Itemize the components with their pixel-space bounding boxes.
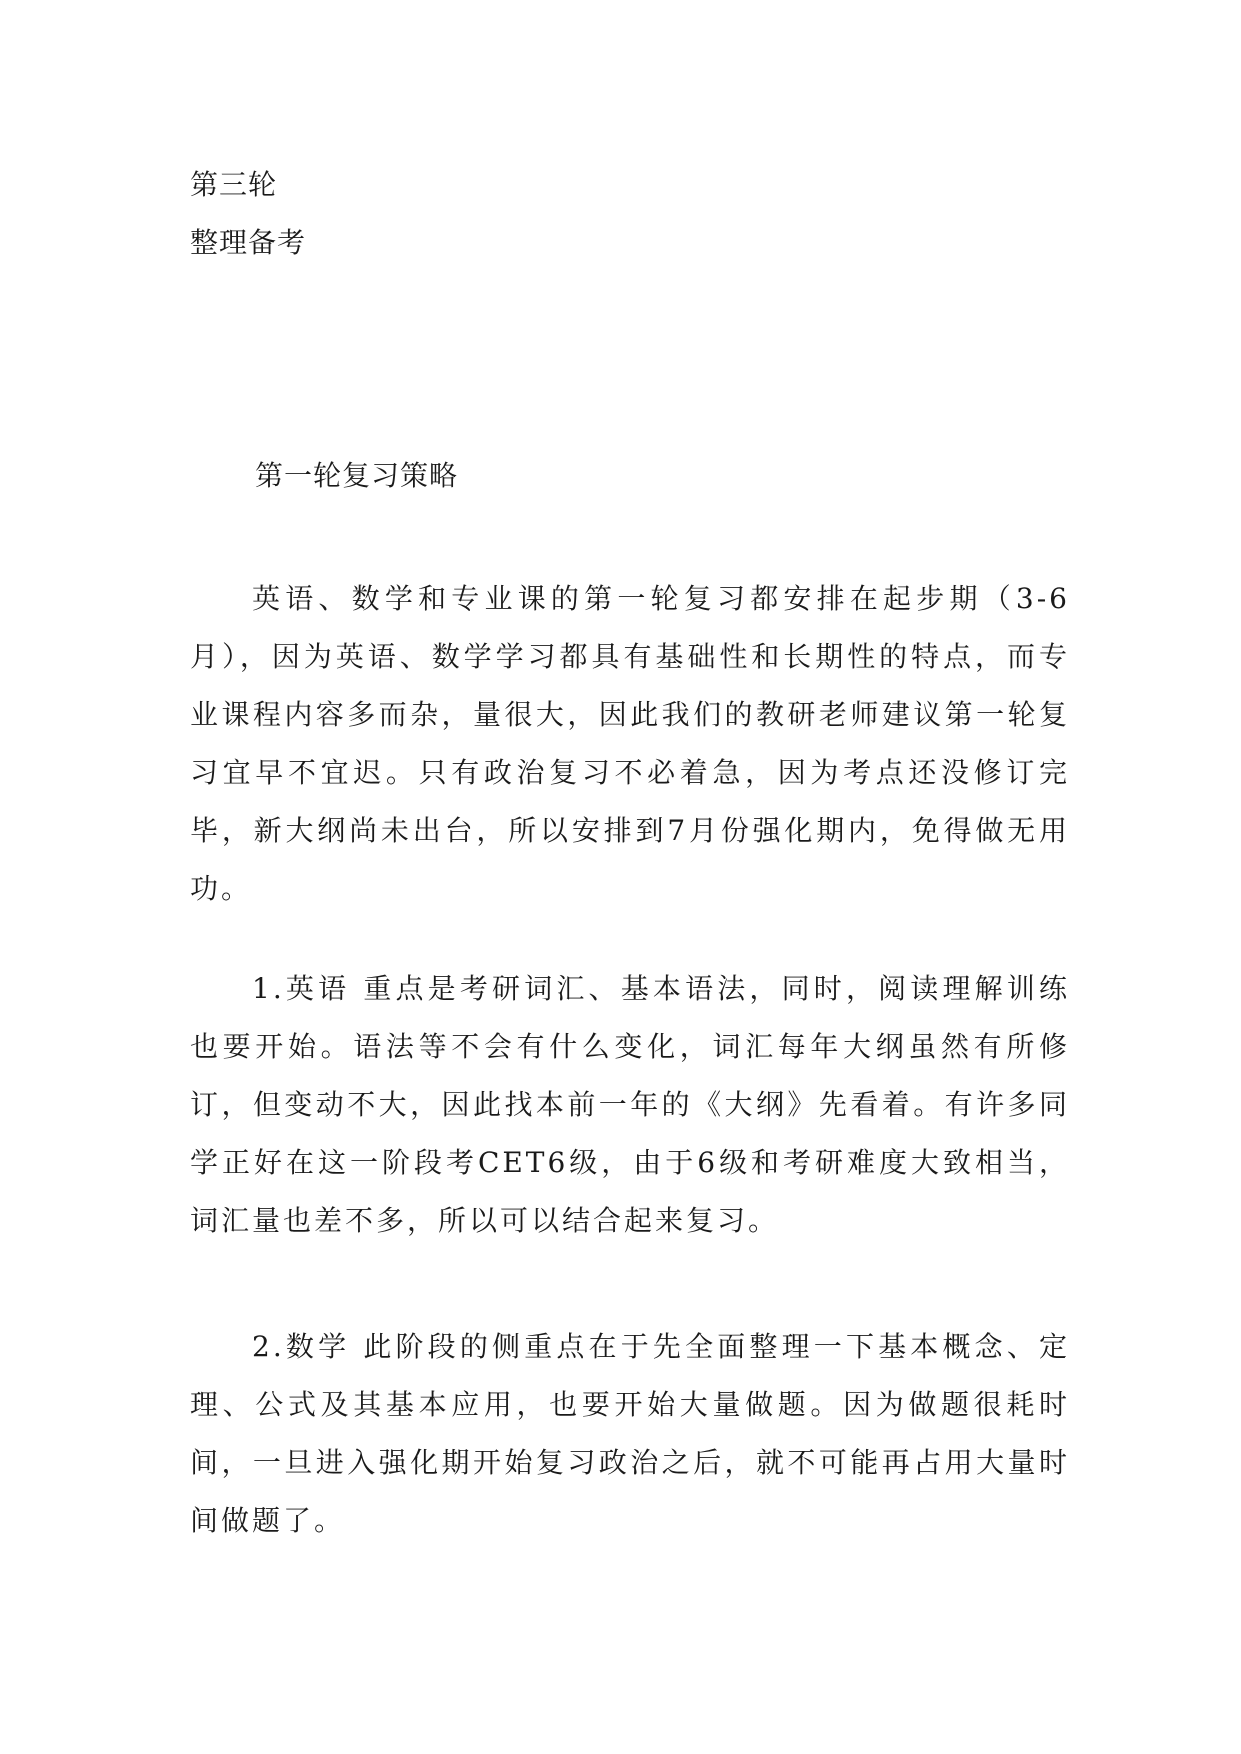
paragraph-english: 1.英语 重点是考研词汇、基本语法，同时，阅读理解训练也要开始。语法等不会有什么变化，词汇每年大纲虽然有所修订，但变动不大，因此找本前一年的《大纲》先看着。有许多同学正好在这一阶段考CET6级，由于6级和考研难度大致相当，词汇量也差不多，所以可以结合起来复习。 [190, 972, 1070, 1237]
paragraph-intro: 英语、数学和专业课的第一轮复习都安排在起步期（3-6月），因为英语、数学学习都具有基础性和长期性的特点，而专业课程内容多而杂，量很大，因此我们的教研老师建议第一轮复习宜早不宜迟。只有政治复习不必着急，因为考点还没修订完毕，新大纲尚未出台，所以安排到7月份强化期内，免得做无用功。 [190, 582, 1070, 905]
heading-round-three: 第三轮 [190, 168, 278, 201]
section-title: 第一轮复习策略 [255, 459, 459, 492]
heading-organize-prepare: 整理备考 [190, 226, 307, 259]
paragraph-math: 2.数学 此阶段的侧重点在于先全面整理一下基本概念、定理、公式及其基本应用，也要开始大量做题。因为做题很耗时间，一旦进入强化期开始复习政治之后，就不可能再占用大量时间做题了。 [190, 1330, 1070, 1537]
